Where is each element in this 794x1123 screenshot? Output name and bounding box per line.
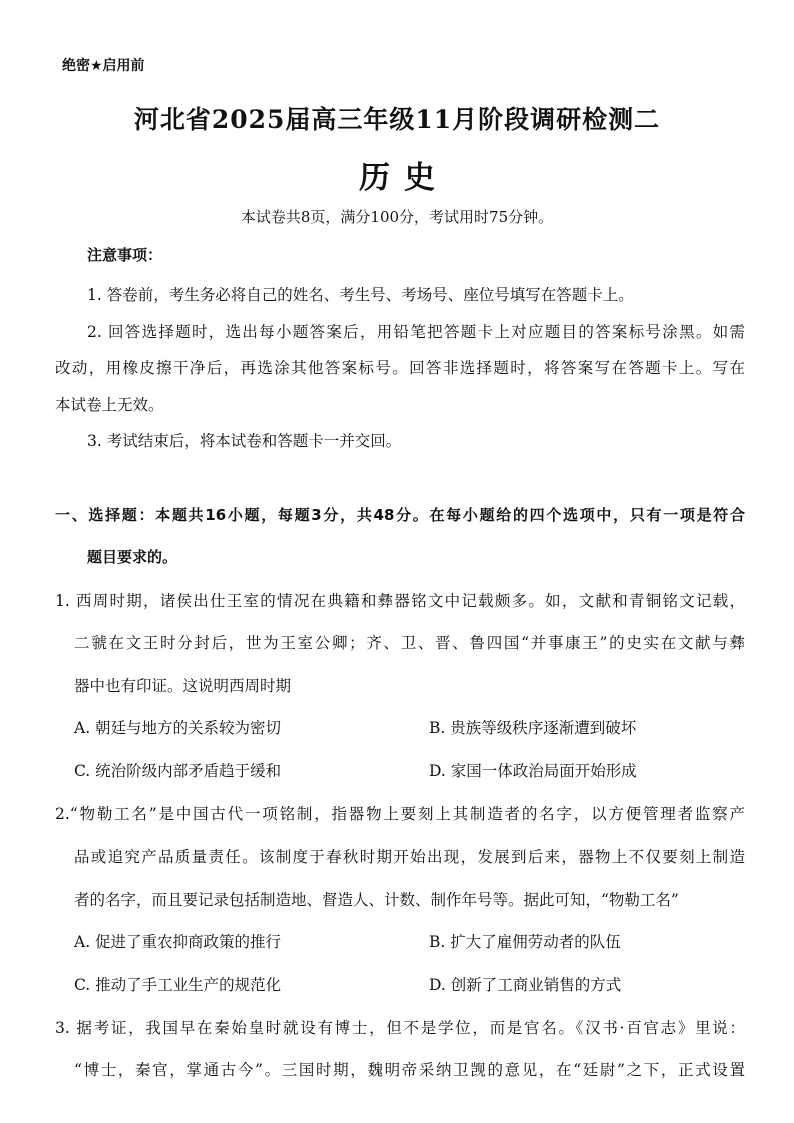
notice-heading: 注意事项： bbox=[87, 246, 163, 264]
question-2-line-1: 2.“物勒工名”是中国古代一项铭制，指器物上要刻上其制造者的名字，以方便管理者监察产 bbox=[55, 805, 745, 823]
notice-item-2-line-1: 2. 回答选择题时，选出每小题答案后，用铅笔把答题卡上对应题目的答案标号涂黑。如需 bbox=[87, 323, 745, 341]
question-1-option-a: A. 朝廷与地方的关系较为密切 bbox=[74, 719, 282, 737]
question-3-line-1: 3. 据考证，我国早在秦始皇时就设有博士，但不是学位，而是官名。《汉书·百官志》里说： bbox=[55, 1019, 745, 1037]
exam-title: 河北省2025届高三年级11月阶段调研检测二 bbox=[133, 105, 661, 134]
notice-item-2-line-3: 本试卷上无效。 bbox=[55, 396, 164, 414]
question-3-line-2: “博士，秦官，掌通古今”。三国时期，魏明帝采纳卫觊的意见，在“廷尉”之下，正式设置 bbox=[74, 1061, 745, 1079]
confidential-mark: 绝密★启用前 bbox=[62, 58, 145, 74]
question-2-line-3: 者的名字，而且要记录包括制造地、督造人、计数、制作年号等。据此可知，“物勒工名” bbox=[74, 891, 679, 909]
question-2-option-d: D. 创新了工商业销售的方式 bbox=[429, 976, 622, 994]
question-1-line-3: 器中也有印证。这说明西周时期 bbox=[74, 677, 292, 695]
question-2-option-c: C. 推动了手工业生产的规范化 bbox=[74, 976, 282, 994]
section-heading-line-2: 题目要求的。 bbox=[87, 548, 178, 566]
question-2-line-2: 品或追究产品质量责任。该制度于春秋时期开始出现，发展到后来，器物上不仅要刻上制造 bbox=[74, 848, 745, 866]
question-1-option-d: D. 家国一体政治局面开始形成 bbox=[429, 762, 637, 780]
question-2-option-a: A. 促进了重农抑商政策的推行 bbox=[74, 933, 282, 951]
question-1-line-1: 1. 西周时期，诸侯出仕王室的情况在典籍和彝器铭文中记载颇多。如，文献和青铜铭文记载， bbox=[55, 592, 745, 610]
subject-title: 历史 bbox=[359, 160, 449, 196]
notice-item-1: 1. 答卷前，考生务必将自己的姓名、考生号、考场号、座位号填写在答题卡上。 bbox=[87, 286, 634, 304]
question-2-option-b: B. 扩大了雇佣劳动者的队伍 bbox=[429, 933, 621, 951]
question-1-option-b: B. 贵族等级秩序逐渐遭到破坏 bbox=[429, 719, 637, 737]
question-1-line-2: 二虢在文王时分封后，世为王室公卿；齐、卫、晋、鲁四国“并事康王”的史实在文献与彝 bbox=[74, 634, 745, 652]
notice-item-2-line-2: 改动，用橡皮擦干净后，再选涂其他答案标号。回答非选择题时，将答案写在答题卡上。写在 bbox=[55, 359, 745, 377]
question-1-option-c: C. 统治阶级内部矛盾趋于缓和 bbox=[74, 762, 282, 780]
exam-info: 本试卷共8页，满分100分，考试用时75分钟。 bbox=[240, 208, 554, 226]
notice-item-3: 3. 考试结束后，将本试卷和答题卡一并交回。 bbox=[87, 432, 402, 450]
section-heading-line-1: 一、选择题：本题共16小题，每题3分，共48分。在每小题给的四个选项中，只有一项是符合 bbox=[55, 506, 745, 524]
